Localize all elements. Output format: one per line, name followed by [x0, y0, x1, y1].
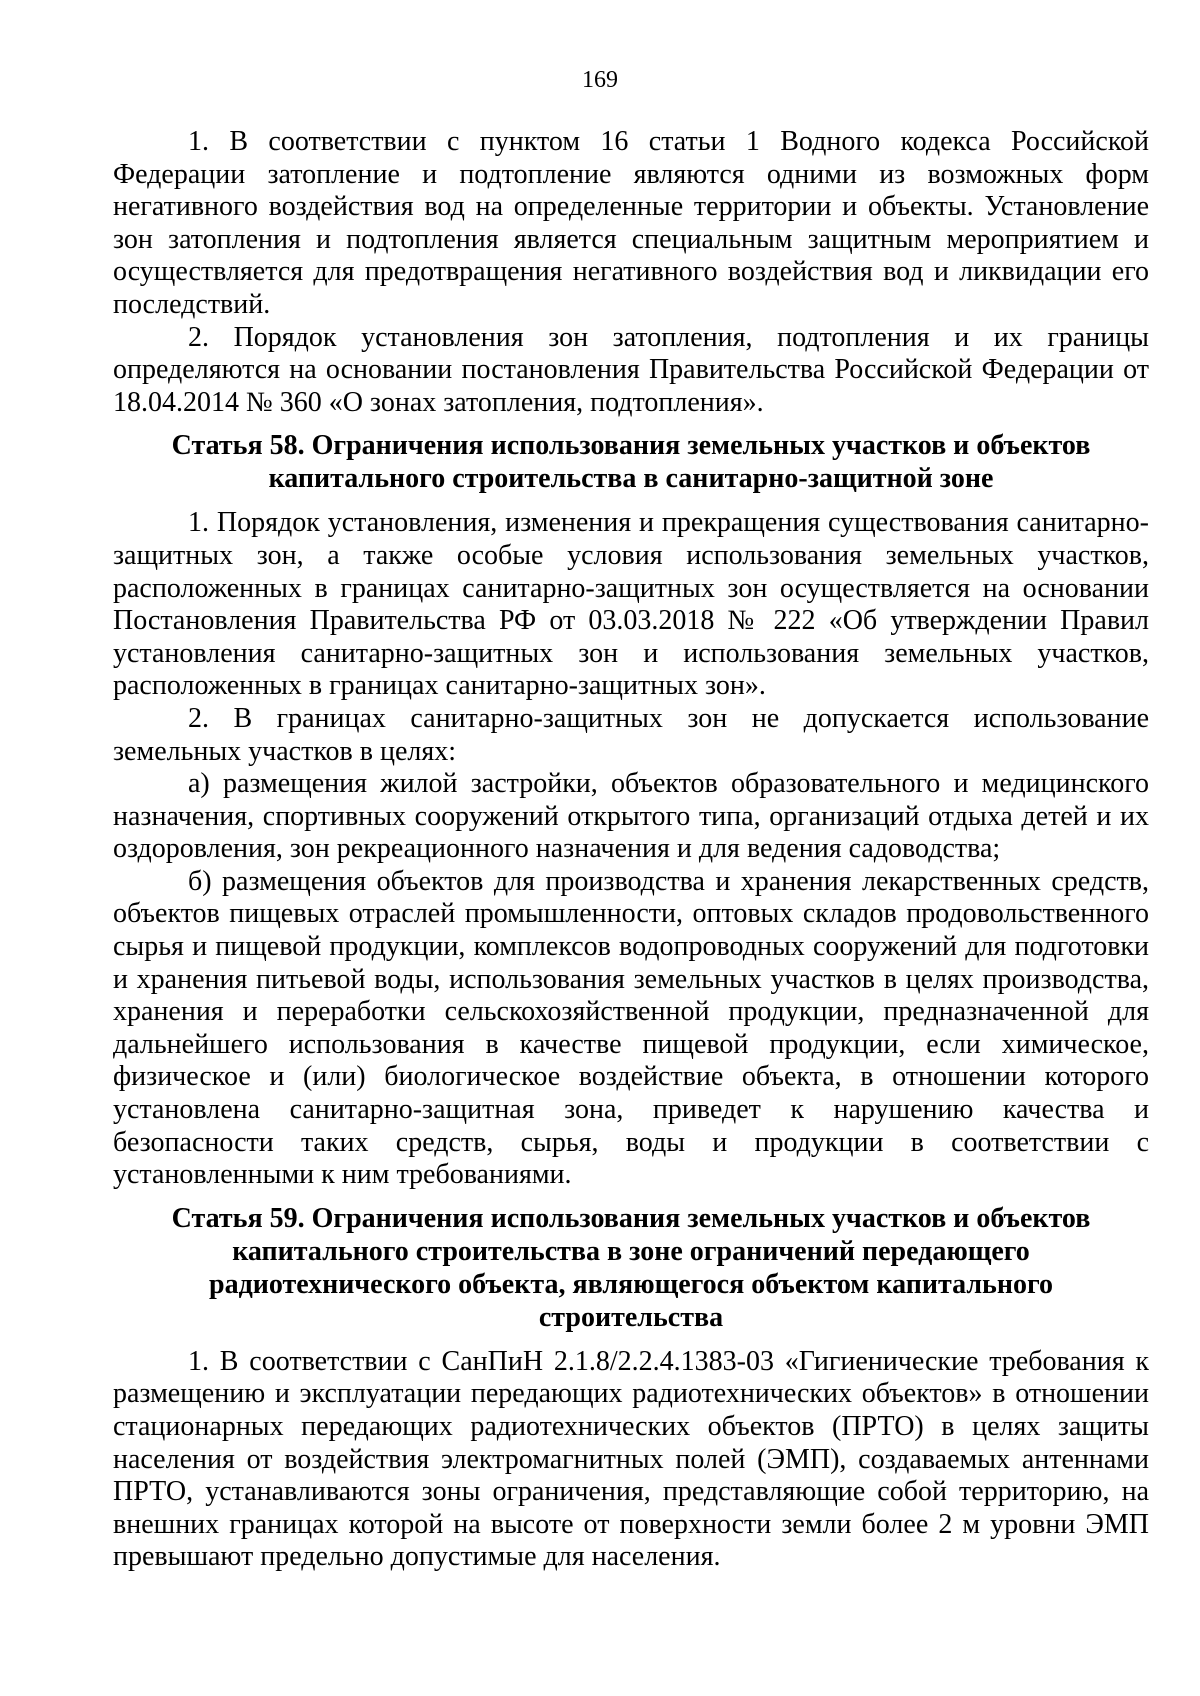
article-58-paragraph-2: 2. В границах санитарно-защитных зон не допускается использование земельных участков в целях: — [113, 702, 1149, 767]
article-58-heading-line-1: Статья 58. Ограничения использования земельных участков и объектов — [171, 430, 1091, 462]
article-59-heading-line-3: радиотехнического объекта, являющегося объектом капитального — [209, 1268, 1053, 1300]
article-59-heading-line-1: Статья 59. Ограничения использования земельных участков и объектов — [171, 1202, 1091, 1234]
intro-paragraph-1: 1. В соответствии с пунктом 16 статьи 1 Водного кодекса Российской Федерации затопление и подтопление являются одними из возможных форм негативного воздействия вод на определенные территории и объекты. Установление зон затопления и подтопления является специальным защитным мероприятием и осуществляется для предотвращения негативного воздействия вод и ликвидации его последствий. — [113, 126, 1149, 320]
article-59-heading — [113, 1202, 1149, 1334]
article-59-heading-line-4: строительства — [538, 1301, 724, 1333]
article-58-item-b: б) размещения объектов для производства и хранения лекарственных средств, объектов пищевых отраслей промышленности, оптовых складов продовольственного сырья и пищевой продукции, комплексов водопроводных сооружений для подготовки и хранения питьевой воды, использования земельных участков в целях производства, хранения и переработки сельскохозяйственной продукции, предназначенной для дальнейшего использования в качестве пищевой продукции, если химическое, физическое и (или) биологическое воздействие объекта, в отношении которого установлена санитарно-защитная зона, приведет к нарушению качества и безопасности таких средств, сырья, воды и продукции в соответствии с установленными к ним требованиями. — [113, 865, 1149, 1191]
page-number: 169 — [582, 67, 618, 93]
intro-paragraph-2: 2. Порядок установления зон затопления, подтопления и их границы определяются на основании постановления Правительства Российской Федерации от 18.04.2014 № 360 «О зонах затопления, подтопления». — [113, 321, 1149, 418]
article-58-heading — [113, 429, 1149, 495]
document-body — [113, 126, 1149, 1574]
article-58-paragraph-1: 1. Порядок установления, изменения и прекращения существования санитарно-защитных зон, а также особые условия использования земельных участков, расположенных в границах санитарно-защитных зон осуществляется на основании Постановления Правительства РФ от 03.03.2018 № 222 «Об утверждении Правил установления санитарно-защитных зон и использования земельных участков, расположенных в границах санитарно-защитных зон». — [113, 507, 1149, 702]
article-58-item-a: а) размещения жилой застройки, объектов образовательного и медицинского назначения, спортивных сооружений открытого типа, организаций отдыха детей и их оздоровления, зон рекреационного назначения и для ведения садоводства; — [113, 768, 1149, 865]
article-58-heading-line-2: капитального строительства в санитарно-защитной зоне — [268, 463, 994, 495]
article-59-paragraph-1: 1. В соответствии с СанПиН 2.1.8/2.2.4.1383-03 «Гигиенические требования к размещению и эксплуатации передающих радиотехнических объектов» в отношении стационарных передающих радиотехнических объектов (ПРТО) в целях защиты населения от воздействия электромагнитных полей (ЭМП), создаваемых антеннами ПРТО, устанавливаются зоны ограничения, представляющие собой территорию, на внешних границах которой на высоте от поверхности земли более 2 м уровни ЭМП превышают предельно допустимые для населения. — [113, 1345, 1149, 1573]
article-59-heading-line-2: капитального строительства в зоне ограничений передающего — [232, 1235, 1030, 1267]
